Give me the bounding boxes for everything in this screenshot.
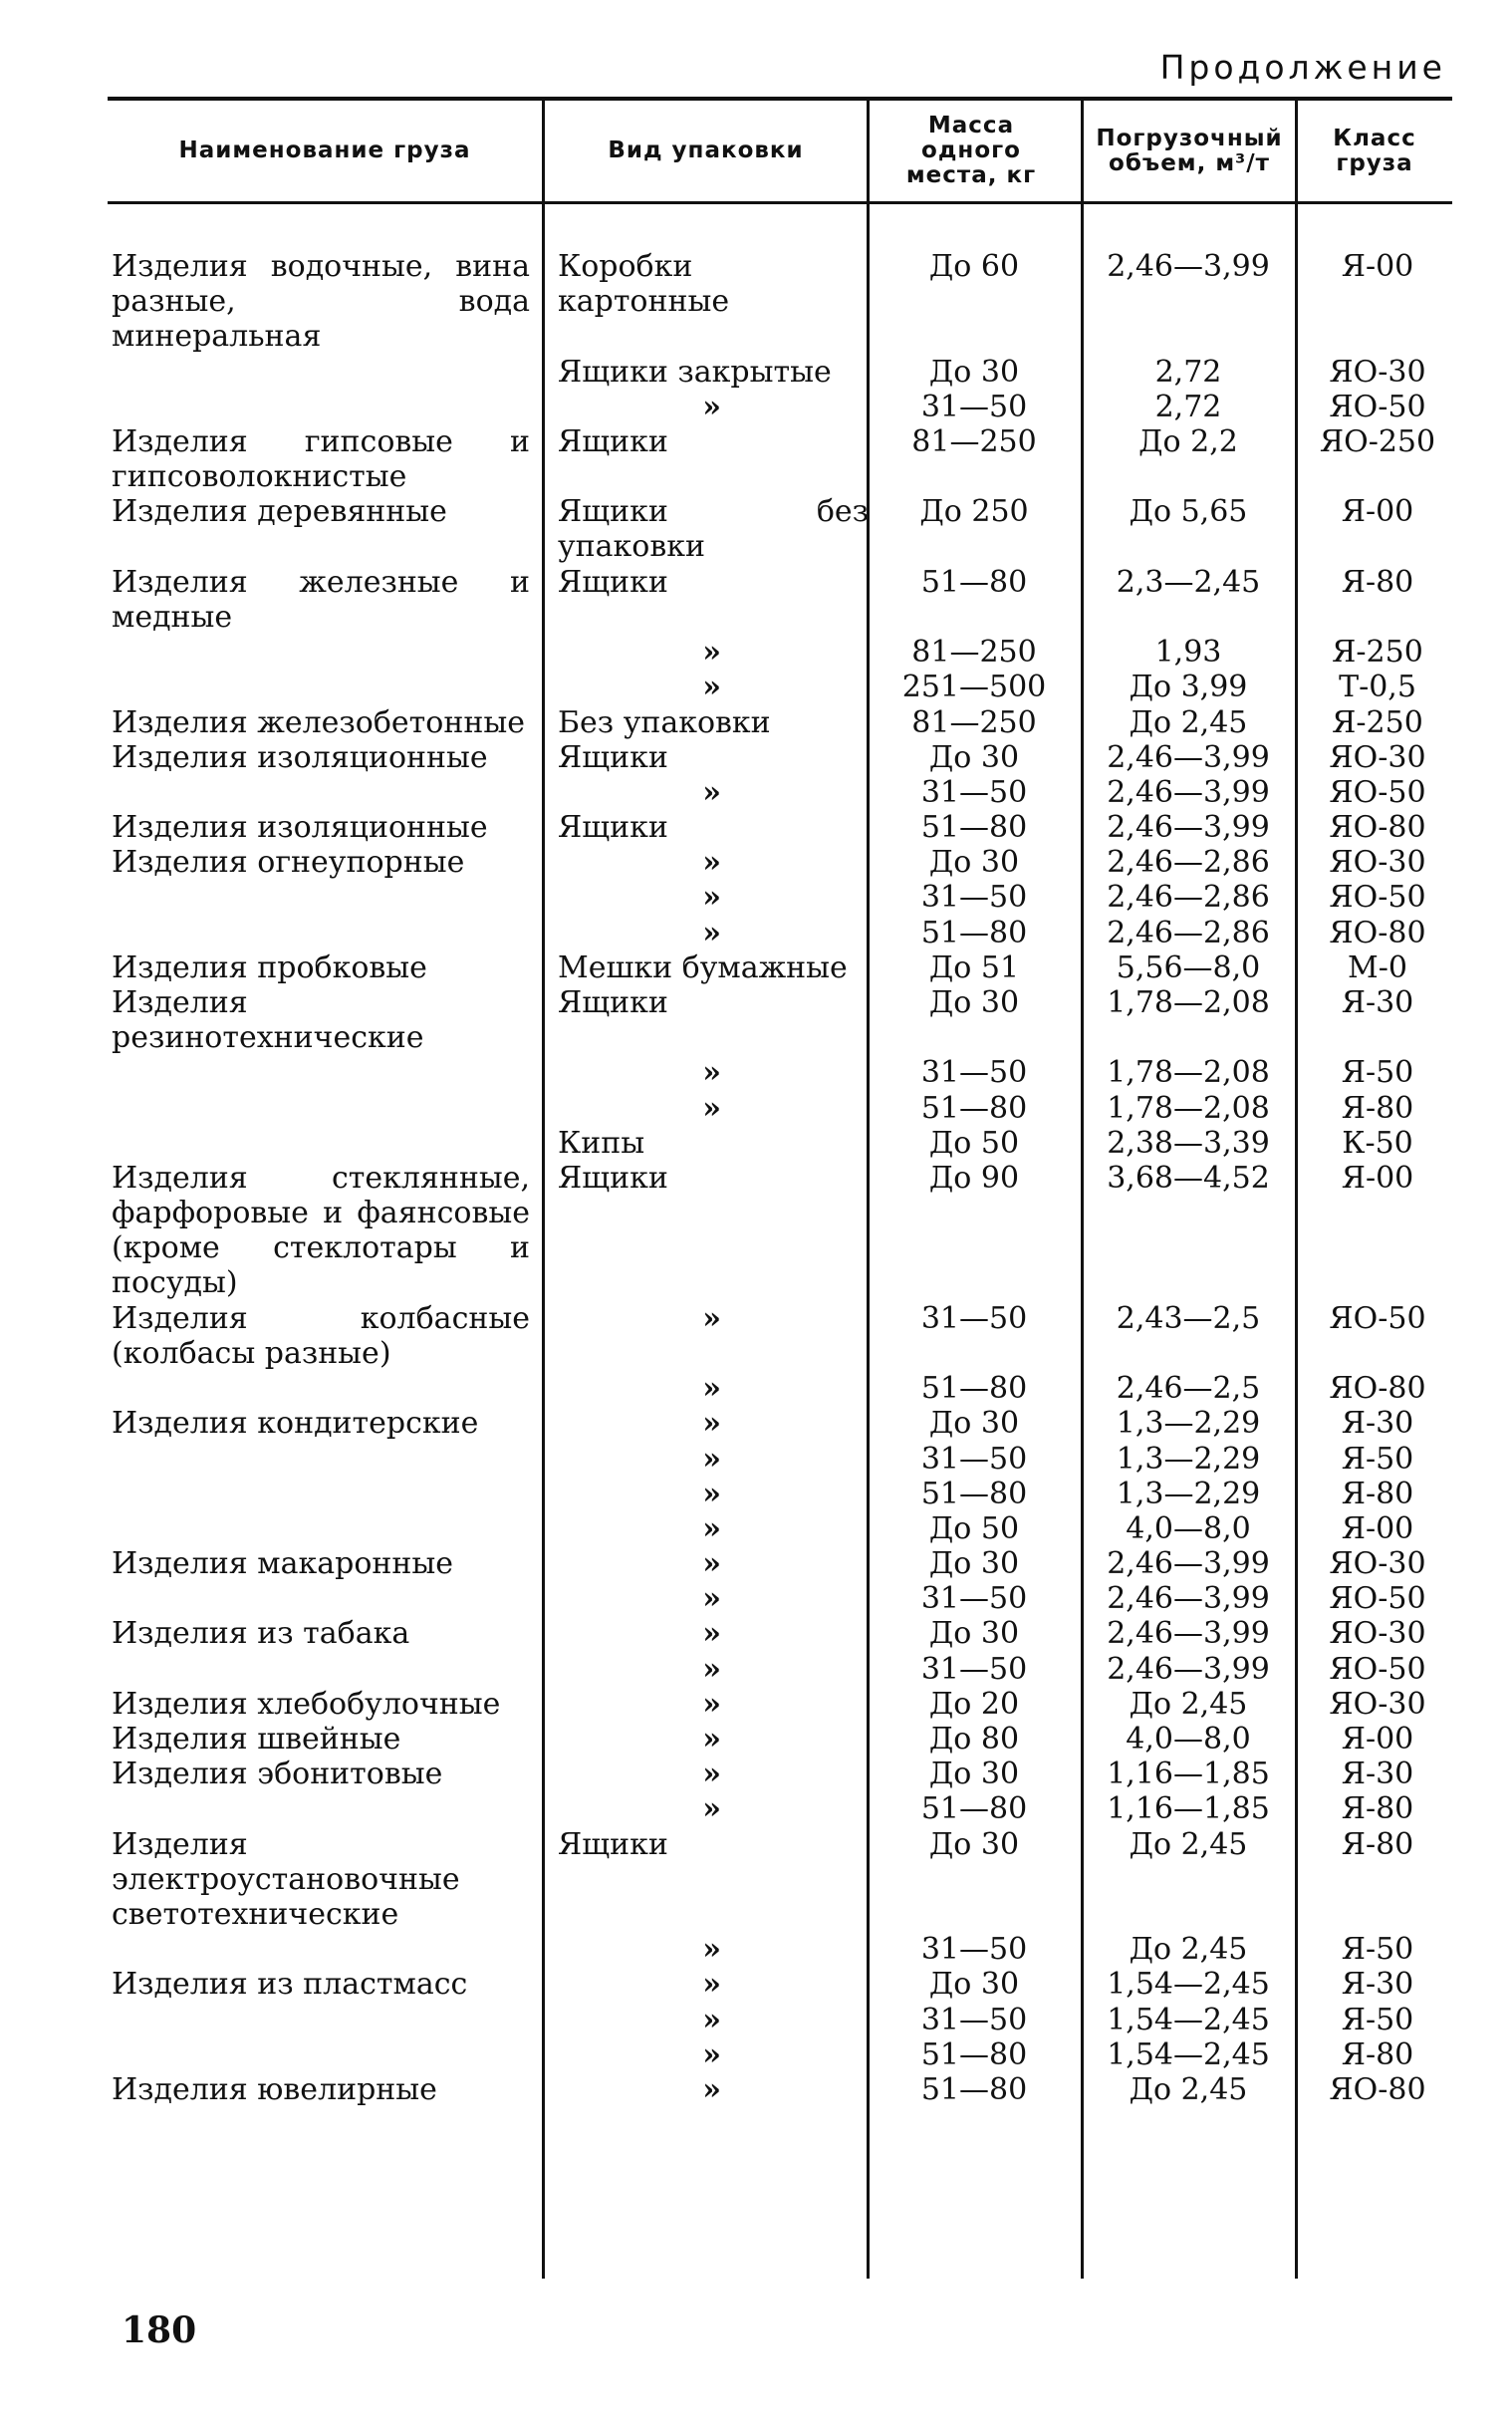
loading-volume-cell: 2,46—2,86 <box>1107 880 1270 916</box>
cargo-name-cell: Изделия железобетонные <box>112 704 525 740</box>
packaging-cell: » <box>702 2071 721 2107</box>
packaging-cell: » <box>702 1476 721 1511</box>
cargo-name-cell: Изделия стеклянные, фарфоровые и фаянсовые (кроме стеклотары и посуды) <box>112 1160 530 1300</box>
packaging-cell: Ящики <box>558 1160 668 1196</box>
table-row <box>108 1055 1452 1090</box>
header-cargo-name: Наименование груза <box>178 137 471 163</box>
loading-volume-cell: 2,38—3,39 <box>1107 1125 1270 1161</box>
packaging-cell: » <box>702 880 721 916</box>
cargo-name-cell: Изделия резинотехнические <box>112 985 424 1055</box>
cargo-class-cell: Я-00 <box>1341 1722 1414 1758</box>
unit-mass-cell: 51—80 <box>920 1090 1028 1126</box>
unit-mass-cell: До 30 <box>928 1616 1020 1652</box>
packaging-cell: » <box>702 1967 721 2003</box>
packaging-cell: » <box>702 389 721 424</box>
continuation-label: Продолжение <box>1159 48 1446 87</box>
page-number: 180 <box>122 2309 197 2351</box>
loading-volume-cell: 1,16—1,85 <box>1107 1757 1270 1792</box>
unit-mass-cell: До 30 <box>928 1406 1020 1442</box>
loading-volume-cell: 1,3—2,29 <box>1116 1406 1261 1442</box>
packaging-cell: » <box>702 1651 721 1687</box>
packaging-cell: Мешки бумажные <box>558 949 848 985</box>
unit-mass-cell: До 30 <box>928 845 1020 881</box>
packaging-cell: Ящики закрытые <box>558 354 832 390</box>
packaging-cell: » <box>702 635 721 671</box>
cargo-class-cell: Я-80 <box>1341 2036 1414 2072</box>
unit-mass-cell: До 30 <box>928 354 1020 390</box>
cargo-class-cell: ЯО-50 <box>1329 1581 1426 1617</box>
cargo-class-cell: ЯО-50 <box>1329 389 1426 424</box>
table-row <box>108 1616 1452 1651</box>
cargo-name-cell: Изделия изоляционные <box>112 810 488 846</box>
table-row <box>108 1791 1452 1826</box>
packaging-cell: » <box>702 1932 721 1968</box>
packaging-cell: Коробки картонные <box>558 249 730 319</box>
packaging-cell: » <box>702 1055 721 1091</box>
unit-mass-cell: 31—50 <box>920 1581 1028 1617</box>
cargo-class-cell: Я-50 <box>1341 2002 1414 2037</box>
unit-mass-cell: 31—50 <box>920 1441 1028 1477</box>
table-row <box>108 845 1452 880</box>
unit-mass-cell: До 50 <box>928 1125 1020 1161</box>
table-row <box>108 1687 1452 1722</box>
table-row <box>108 1722 1452 1757</box>
cargo-class-cell: ЯО-80 <box>1329 810 1426 846</box>
table-row <box>108 1652 1452 1687</box>
table-row <box>108 1442 1452 1477</box>
loading-volume-cell: 1,78—2,08 <box>1107 1055 1270 1091</box>
cargo-class-cell: ЯО-80 <box>1329 1371 1426 1407</box>
table-row <box>108 1827 1452 1933</box>
loading-volume-cell: До 2,45 <box>1129 2071 1248 2107</box>
cargo-class-cell: ЯО-30 <box>1329 1546 1426 1582</box>
cargo-class-cell: Я-50 <box>1341 1055 1414 1091</box>
packaging-cell: » <box>702 1722 721 1758</box>
table-row <box>108 1406 1452 1441</box>
cargo-name-cell: Изделия хлебобулочные <box>112 1686 501 1722</box>
table-row <box>108 249 1452 355</box>
unit-mass-cell: 31—50 <box>920 774 1028 810</box>
cargo-class-cell: Я-30 <box>1341 985 1414 1020</box>
cargo-name-cell: Изделия железные и медные <box>112 564 530 635</box>
loading-volume-cell: 1,54—2,45 <box>1107 2036 1270 2072</box>
table-row <box>108 740 1452 775</box>
loading-volume-cell: До 2,45 <box>1129 1826 1248 1862</box>
header-unit-mass: Масса одного места, кг <box>905 113 1037 188</box>
packaging-cell: » <box>702 670 721 705</box>
packaging-cell: » <box>702 1616 721 1652</box>
unit-mass-cell: 51—80 <box>920 1791 1028 1827</box>
unit-mass-cell: 51—80 <box>920 564 1028 600</box>
unit-mass-cell: До 30 <box>928 1546 1020 1582</box>
table-body <box>108 249 1452 2107</box>
cargo-class-cell: Я-30 <box>1341 1406 1414 1442</box>
cargo-class-cell: ЯО-30 <box>1329 1616 1426 1652</box>
loading-volume-cell: 1,93 <box>1154 635 1222 671</box>
cargo-class-cell: К-50 <box>1342 1125 1413 1161</box>
table-row <box>108 1511 1452 1546</box>
cargo-class-cell: Я-50 <box>1341 1932 1414 1968</box>
loading-volume-cell: 2,72 <box>1154 354 1222 390</box>
cargo-class-cell: Я-00 <box>1341 249 1414 284</box>
loading-volume-cell: 2,46—3,99 <box>1107 1651 1270 1687</box>
packaging-cell: » <box>702 1371 721 1407</box>
packaging-cell: » <box>702 1441 721 1477</box>
table-row <box>108 565 1452 635</box>
cargo-class-cell: Я-80 <box>1341 1090 1414 1126</box>
packaging-cell: » <box>702 1757 721 1792</box>
loading-volume-cell: До 2,45 <box>1129 704 1248 740</box>
packaging-cell: » <box>702 1686 721 1722</box>
unit-mass-cell: До 90 <box>928 1160 1020 1196</box>
unit-mass-cell: До 50 <box>928 1510 1020 1546</box>
loading-volume-cell: 2,72 <box>1154 389 1222 424</box>
loading-volume-cell: 2,46—3,99 <box>1107 1546 1270 1582</box>
loading-volume-cell: 2,46—3,99 <box>1107 249 1270 284</box>
header-packaging: Вид упаковки <box>608 137 804 163</box>
unit-mass-cell: 51—80 <box>920 915 1028 950</box>
unit-mass-cell: До 51 <box>928 949 1020 985</box>
table-row <box>108 810 1452 845</box>
table-row <box>108 775 1452 810</box>
table-row <box>108 1757 1452 1791</box>
table-row <box>108 355 1452 390</box>
cargo-class-cell: ЯО-50 <box>1329 1651 1426 1687</box>
loading-volume-cell: 2,46—2,5 <box>1116 1371 1261 1407</box>
cargo-class-cell: Я-00 <box>1341 1510 1414 1546</box>
unit-mass-cell: До 30 <box>928 1967 1020 2003</box>
table-row <box>108 880 1452 915</box>
cargo-class-cell: Я-30 <box>1341 1757 1414 1792</box>
unit-mass-cell: До 30 <box>928 1757 1020 1792</box>
loading-volume-cell: 2,46—3,99 <box>1107 739 1270 775</box>
cargo-class-cell: Я-250 <box>1332 635 1423 671</box>
cargo-class-cell: Я-80 <box>1341 564 1414 600</box>
unit-mass-cell: 81—250 <box>911 423 1037 459</box>
loading-volume-cell: До 2,45 <box>1129 1932 1248 1968</box>
packaging-cell: Ящики <box>558 985 668 1020</box>
unit-mass-cell: 81—250 <box>911 704 1037 740</box>
unit-mass-cell: До 60 <box>928 249 1020 284</box>
table-row <box>108 1546 1452 1581</box>
packaging-cell: » <box>702 915 721 950</box>
cargo-name-cell: Изделия ювелирные <box>112 2071 437 2107</box>
unit-mass-cell: 31—50 <box>920 389 1028 424</box>
packaging-cell: » <box>702 1090 721 1126</box>
unit-mass-cell: 81—250 <box>911 635 1037 671</box>
loading-volume-cell: 1,54—2,45 <box>1107 1967 1270 2003</box>
packaging-cell: » <box>702 1581 721 1617</box>
packaging-cell: Ящики без упаковки <box>558 494 869 565</box>
loading-volume-cell: 4,0—8,0 <box>1126 1510 1251 1546</box>
unit-mass-cell: 51—80 <box>920 2036 1028 2072</box>
cargo-class-cell: ЯО-30 <box>1329 1686 1426 1722</box>
loading-volume-cell: 1,78—2,08 <box>1107 1090 1270 1126</box>
loading-volume-cell: 3,68—4,52 <box>1107 1160 1270 1196</box>
loading-volume-cell: 1,3—2,29 <box>1116 1476 1261 1511</box>
cargo-class-cell: Я-00 <box>1341 494 1414 530</box>
cargo-class-cell: ЯО-50 <box>1329 1300 1426 1336</box>
unit-mass-cell: 31—50 <box>920 880 1028 916</box>
packaging-cell: » <box>702 774 721 810</box>
table-row <box>108 1932 1452 1967</box>
cargo-class-cell: ЯО-250 <box>1319 423 1436 459</box>
table-row <box>108 1126 1452 1161</box>
cargo-class-cell: ЯО-30 <box>1329 354 1426 390</box>
unit-mass-cell: 31—50 <box>920 1651 1028 1687</box>
table-row <box>108 494 1452 564</box>
cargo-name-cell: Изделия изоляционные <box>112 739 488 775</box>
cargo-name-cell: Изделия колбасные (колбасы разные) <box>112 1300 530 1371</box>
loading-volume-cell: 2,43—2,5 <box>1116 1300 1261 1336</box>
cargo-class-cell: М-0 <box>1348 949 1407 985</box>
table-row <box>108 985 1452 1055</box>
loading-volume-cell: 2,46—2,86 <box>1107 845 1270 881</box>
cargo-name-cell: Изделия пробковые <box>112 949 427 985</box>
loading-volume-cell: 2,46—3,99 <box>1107 1581 1270 1617</box>
cargo-class-cell: Я-80 <box>1341 1476 1414 1511</box>
cargo-name-cell: Изделия кондитерские <box>112 1406 479 1442</box>
packaging-cell: Ящики <box>558 810 668 846</box>
loading-volume-cell: До 2,45 <box>1129 1686 1248 1722</box>
packaging-cell: Без упаковки <box>558 704 771 740</box>
loading-volume-cell: 1,3—2,29 <box>1116 1441 1261 1477</box>
loading-volume-cell: 2,46—3,99 <box>1107 774 1270 810</box>
unit-mass-cell: До 30 <box>928 739 1020 775</box>
cargo-class-cell: Я-80 <box>1341 1791 1414 1827</box>
loading-volume-cell: До 2,2 <box>1138 423 1238 459</box>
loading-volume-cell: 1,16—1,85 <box>1107 1791 1270 1827</box>
loading-volume-cell: 2,46—2,86 <box>1107 915 1270 950</box>
cargo-class-cell: Т-0,5 <box>1339 670 1416 705</box>
cargo-class-cell: Я-250 <box>1332 704 1423 740</box>
cargo-class-cell: ЯО-50 <box>1329 880 1426 916</box>
packaging-cell: » <box>702 2036 721 2072</box>
packaging-cell: » <box>702 2002 721 2037</box>
table-row <box>108 2003 1452 2037</box>
unit-mass-cell: До 20 <box>928 1686 1020 1722</box>
loading-volume-cell: До 5,65 <box>1129 494 1248 530</box>
cargo-class-cell: Я-50 <box>1341 1441 1414 1477</box>
table-row <box>108 459 1452 494</box>
unit-mass-cell: До 80 <box>928 1722 1020 1758</box>
cargo-name-cell: Изделия из табака <box>112 1616 410 1652</box>
packaging-cell: » <box>702 1510 721 1546</box>
loading-volume-cell: 4,0—8,0 <box>1126 1722 1251 1758</box>
unit-mass-cell: 31—50 <box>920 1055 1028 1091</box>
table-row <box>108 1301 1452 1371</box>
packaging-cell: » <box>702 1406 721 1442</box>
header-cargo-class: Класс груза <box>1333 125 1416 176</box>
cargo-class-cell: ЯО-30 <box>1329 845 1426 881</box>
table-row <box>108 670 1452 704</box>
packaging-cell: » <box>702 1300 721 1336</box>
table-row <box>108 1371 1452 1406</box>
unit-mass-cell: До 250 <box>919 494 1029 530</box>
unit-mass-cell: До 30 <box>928 1826 1020 1862</box>
loading-volume-cell: 5,56—8,0 <box>1116 949 1261 985</box>
loading-volume-cell: До 3,99 <box>1129 670 1248 705</box>
cargo-class-cell: Я-80 <box>1341 1826 1414 1862</box>
unit-mass-cell: 51—80 <box>920 1371 1028 1407</box>
table-header-rule <box>108 201 1452 204</box>
cargo-class-cell: Я-00 <box>1341 1160 1414 1196</box>
cargo-name-cell: Изделия из пластмасс <box>112 1967 468 2003</box>
packaging-cell: Ящики <box>558 739 668 775</box>
cargo-name-cell: Изделия огнеупорные <box>112 845 465 881</box>
packaging-cell: » <box>702 845 721 881</box>
cargo-name-cell: Изделия водочные, вина разные, вода минеральная <box>112 249 530 354</box>
cargo-name-cell: Изделия электроустановочные светотехнические <box>112 1826 460 1932</box>
loading-volume-cell: 2,3—2,45 <box>1116 564 1261 600</box>
table-row <box>108 950 1452 985</box>
cargo-name-cell: Изделия эбонитовые <box>112 1757 443 1792</box>
packaging-cell: » <box>702 1791 721 1827</box>
table-row <box>108 1161 1452 1301</box>
table-row <box>108 705 1452 740</box>
table-row <box>108 390 1452 424</box>
loading-volume-cell: 2,46—3,99 <box>1107 810 1270 846</box>
unit-mass-cell: 51—80 <box>920 1476 1028 1511</box>
cargo-class-cell: ЯО-80 <box>1329 915 1426 950</box>
table-row <box>108 1091 1452 1126</box>
cargo-name-cell: Изделия деревянные <box>112 494 447 530</box>
table-row <box>108 1967 1452 2002</box>
cargo-class-cell: ЯО-30 <box>1329 739 1426 775</box>
cargo-name-cell: Изделия макаронные <box>112 1546 454 1582</box>
loading-volume-cell: 2,46—3,99 <box>1107 1616 1270 1652</box>
loading-volume-cell: 1,54—2,45 <box>1107 2002 1270 2037</box>
cargo-class-cell: ЯО-80 <box>1329 2071 1426 2107</box>
table-row <box>108 1477 1452 1511</box>
cargo-name-cell: Изделия швейные <box>112 1722 401 1758</box>
packaging-cell: Ящики <box>558 423 668 459</box>
unit-mass-cell: 31—50 <box>920 2002 1028 2037</box>
table-row <box>108 423 1452 494</box>
packaging-cell: Ящики <box>558 1826 668 1862</box>
unit-mass-cell: До 30 <box>928 985 1020 1020</box>
loading-volume-cell: 1,78—2,08 <box>1107 985 1270 1020</box>
packaging-cell: » <box>702 1546 721 1582</box>
table-row <box>108 2072 1452 2107</box>
cargo-class-cell: Я-30 <box>1341 1967 1414 2003</box>
table-row <box>108 2037 1452 2072</box>
header-loading-volume: Погрузочный объем, м³/т <box>1096 125 1283 176</box>
unit-mass-cell: 31—50 <box>920 1300 1028 1336</box>
packaging-cell: Ящики <box>558 564 668 600</box>
unit-mass-cell: 31—50 <box>920 1932 1028 1968</box>
cargo-name-cell: Изделия гипсовые и гипсоволокнистые <box>112 423 530 494</box>
packaging-cell: Кипы <box>558 1125 645 1161</box>
unit-mass-cell: 51—80 <box>920 2071 1028 2107</box>
table-row <box>108 635 1452 670</box>
table-row <box>108 916 1452 950</box>
table-row <box>108 1581 1452 1616</box>
cargo-class-cell: ЯО-50 <box>1329 774 1426 810</box>
unit-mass-cell: 51—80 <box>920 810 1028 846</box>
unit-mass-cell: 251—500 <box>901 670 1047 705</box>
